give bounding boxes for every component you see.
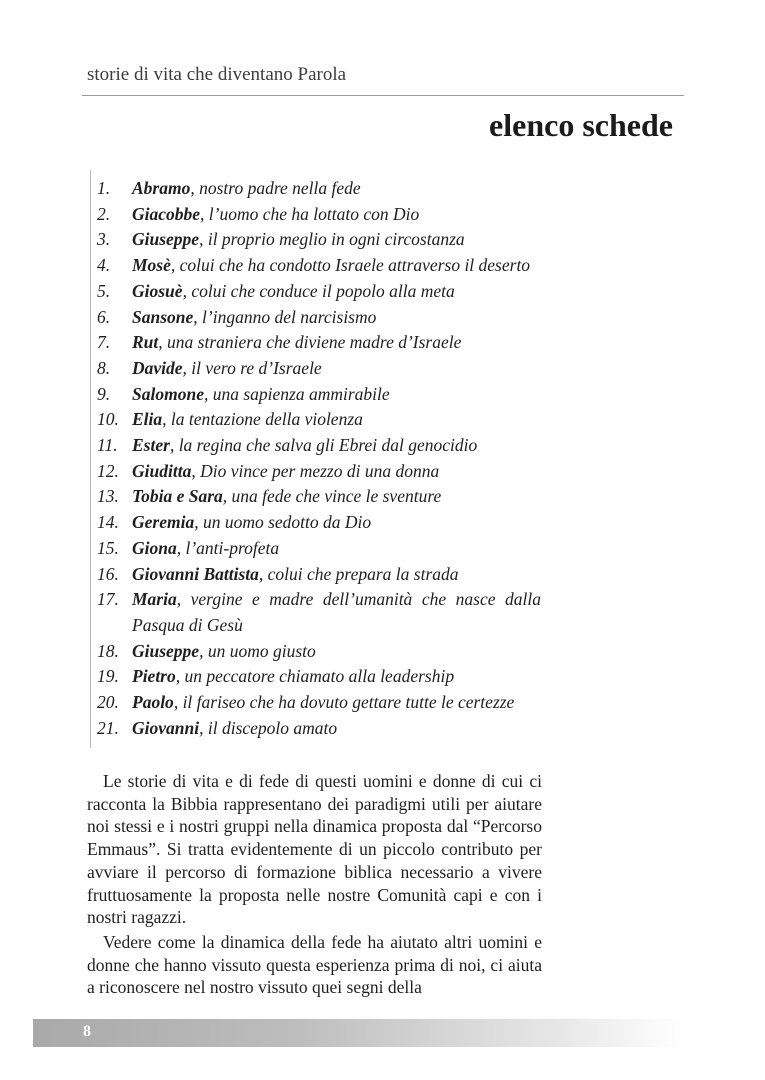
list-item-name: Paolo [132,692,174,713]
list-item [97,279,541,305]
list-item-number: 14. [97,512,119,533]
list-item [97,639,541,665]
list-item-description: , il proprio meglio in ogni circostanza [199,229,465,250]
list-item-description: , la regina che salva gli Ebrei dal genocidio [169,435,478,456]
list-item-name: Giovanni Battista [132,563,259,584]
list-item-description: , il discepolo amato [199,717,338,738]
list-item-description: , un uomo giusto [199,640,316,661]
list-item [97,202,541,228]
list-item-name: Giosuè [132,280,183,301]
list-item-number: 2. [97,203,111,224]
list-item-description: , l’inganno del narcisismo [193,306,377,327]
list-item-number: 19. [97,666,119,687]
list-item-description: , un peccatore chiamato alla leadership [175,666,455,687]
list-item [97,484,541,510]
list-item [97,562,541,588]
list-item-description: , colui che prepara la strada [258,563,459,584]
list-item-description: , un uomo sedotto da Dio [194,512,372,533]
list-item [97,459,541,485]
list-item-description: , colui che conduce il popolo alla meta [182,280,455,301]
list-item [97,433,541,459]
list-item [97,330,541,356]
list-item-name: Giuditta [132,460,192,481]
running-header: storie di vita che diventano Parola [87,64,347,85]
list-item-description: , la tentazione della violenza [162,409,363,430]
list-item-name: Giuseppe [132,229,200,250]
list-item-description: , una straniera che diviene madre d’Israele [158,332,462,353]
list-item-name: Giona [132,537,177,558]
list-item-name: Elia [132,409,163,430]
list-item [97,227,541,253]
list-item-number: 15. [97,537,119,558]
list-item-number: 11. [97,435,118,456]
list-item-number: 21. [97,717,119,738]
list-item [97,176,541,202]
section-title: elenco schede [489,107,673,143]
list-item [97,305,541,331]
list-item [97,690,541,716]
list-item-description: , una sapienza ammirabile [203,383,390,404]
list-item-number: 16. [97,563,119,584]
list-item-number: 13. [97,486,119,507]
list-item-number: 3. [97,229,111,250]
list-item-name: Giacobbe [132,203,201,224]
list-item-description: , Dio vince per mezzo di una donna [191,460,440,481]
list-item-description: , l’uomo che ha lottato con Dio [200,203,420,224]
paragraph-text: Le storie di vita e di fede di questi uomini e donne di cui ci racconta la Bibbia rappresentano dei paradigmi utili per aiutare noi stessi e i nostri gruppi nella dinamica proposta dal “Percorso Emmaus”. Si tratta evidentemente di un piccolo contributo per avviare il percorso di formazione biblica necessario a vivere fruttuosamente la proposta nelle nostre Comunità capi e con i nostri ragazzi. [87,771,542,928]
list-item [97,253,541,279]
list-item-number: 5. [97,280,111,301]
list-item [97,536,541,562]
list-item [97,356,541,382]
list-item [97,407,541,433]
footer-bar [33,1019,683,1047]
list-item-number: 12. [97,460,119,481]
page-number: 8 [83,1023,91,1040]
paragraph-text: Vedere come la dinamica della fede ha aiutato altri uomini e donne che hanno vissuto questa esperienza prima di noi, ci aiuta a riconoscere nel nostro vissuto quei segni della [87,932,542,998]
list-item-name: Giovanni [132,717,200,738]
body-paragraph [87,770,542,929]
list-item-number: 8. [97,357,111,378]
list-item-name: Maria [132,589,177,610]
list-item-description: , il fariseo che ha dovuto gettare tutte le certezze [173,692,515,713]
list-item-description: , vergine e madre dell’umanità che nasce dalla Pasqua di Gesù [132,589,541,635]
list-item-description: , colui che ha condotto Israele attraverso il deserto [170,255,531,276]
list-item-number: 4. [97,255,111,276]
list-item [97,587,541,638]
list-item-name: Sansone [132,306,194,327]
list-item-name: Salomone [132,383,204,404]
list-item-description: , una fede che vince le sventure [222,486,442,507]
list-item-name: Davide [132,357,183,378]
list-item-name: Tobia e Sara [132,486,223,507]
list-item-name: Ester [132,435,170,456]
list-item-name: Geremia [132,512,195,533]
list-margin-bar [90,170,91,748]
list-item-number: 20. [97,692,119,713]
list-item-number: 10. [97,409,119,430]
list-item-number: 17. [97,589,119,610]
list-item-description: , nostro padre nella fede [190,178,361,198]
list-item [97,510,541,536]
list-item [97,664,541,690]
list-item-number: 1. [97,178,111,198]
header-rule [82,95,684,96]
schede-list [97,176,541,741]
list-item [97,716,541,742]
list-item-number: 9. [97,383,111,404]
list-item-number: 18. [97,640,119,661]
list-item-name: Rut [132,332,159,353]
list-item-number: 7. [97,332,111,353]
body-paragraph [87,931,542,999]
list-item-description: , il vero re d’Israele [182,357,322,378]
list-item [97,382,541,408]
list-item-name: Giuseppe [132,640,200,661]
list-item-description: , l’anti-profeta [176,537,280,558]
list-item-name: Abramo [132,178,191,198]
list-item-number: 6. [97,306,111,327]
list-item-name: Pietro [132,666,176,687]
list-item-name: Mosè [132,255,171,276]
